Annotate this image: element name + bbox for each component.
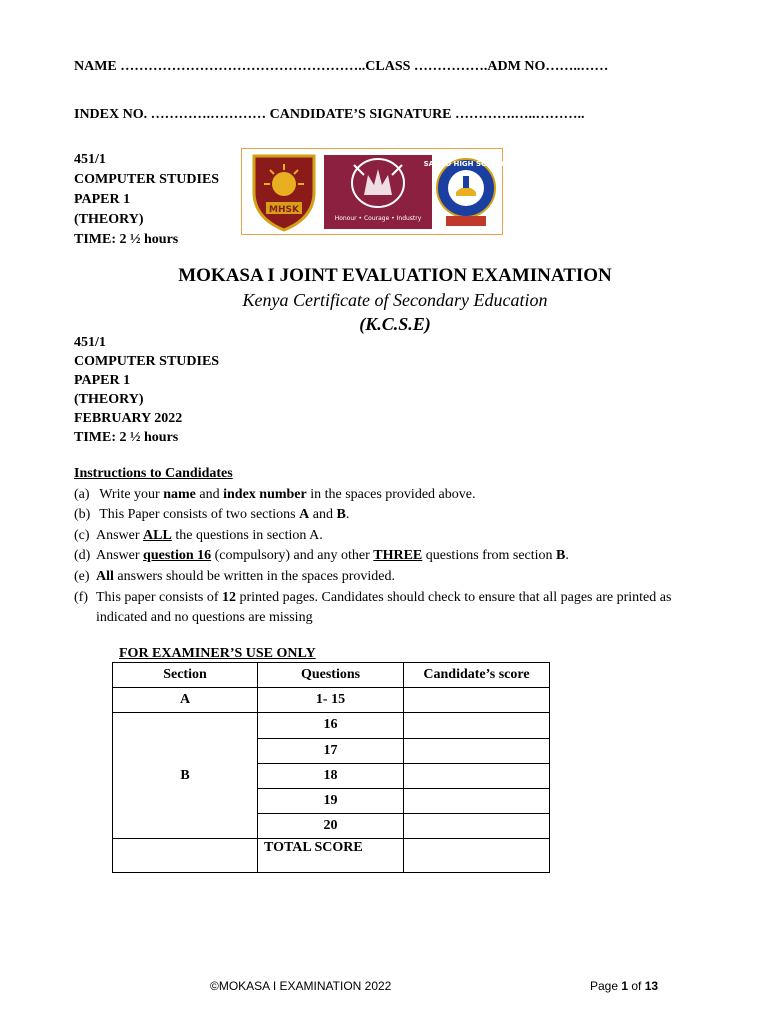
score-cell[interactable]: [404, 763, 550, 788]
total-row: [113, 839, 550, 873]
score-cell[interactable]: [404, 713, 550, 738]
paper-code: 451/1: [74, 152, 106, 167]
section-b-cell: B: [113, 713, 258, 839]
exam-title: MOKASA I JOINT EVALUATION EXAMINATION: [178, 265, 612, 286]
question-cell: 18: [258, 763, 404, 788]
header-section: Section: [113, 663, 258, 688]
header-questions: Questions: [258, 663, 404, 688]
instruction-e: (e) All answers should be written in the spaces provided.: [74, 568, 395, 584]
crest-motto: Honour • Courage • Industry: [334, 215, 422, 222]
paper-time: TIME: 2 ½ hours: [74, 232, 179, 247]
paper-date: FEBRUARY 2022: [74, 411, 183, 426]
paper-time: TIME: 2 ½ hours: [74, 430, 179, 445]
table-header-row: [113, 663, 550, 688]
instruction-c: (c) Answer ALL the questions in section A.: [74, 527, 323, 543]
paper-subject: COMPUTER STUDIES: [74, 172, 220, 187]
instruction-b: (b) This Paper consists of two sections A and B.: [74, 507, 350, 523]
crest-logo: [324, 155, 432, 229]
paper-number: PAPER 1: [74, 373, 131, 388]
question-cell: 20: [258, 814, 404, 839]
score-cell[interactable]: [404, 814, 550, 839]
total-score-label: TOTAL SCORE: [258, 839, 404, 873]
section-a-questions: 1- 15: [258, 688, 404, 713]
sacho-high-school-logo: [423, 154, 509, 230]
name-class-admno-line: NAME ……………………………………………..CLASS …………….ADM NO……..……: [74, 59, 609, 74]
question-cell: 17: [258, 738, 404, 763]
question-cell: 16: [258, 713, 404, 738]
table-row: [113, 713, 550, 738]
examiner-caption: FOR EXAMINER’S USE ONLY: [119, 646, 316, 661]
paper-type: (THEORY): [74, 212, 144, 227]
instructions-heading: Instructions to Candidates: [74, 466, 233, 481]
examiner-score-table: [112, 662, 550, 873]
paper-type: (THEORY): [74, 392, 144, 407]
footer-page-number: Page 1 of 13: [590, 979, 659, 993]
svg-text:MHSK: MHSK: [269, 205, 299, 215]
header-score: Candidate’s score: [404, 663, 550, 688]
svg-text:SACHO HIGH SCHOOL: SACHO HIGH SCHOOL: [423, 160, 509, 168]
score-cell[interactable]: [404, 738, 550, 763]
instruction-d: (d) Answer question 16 (compulsory) and any other THREE questions from section B.: [74, 548, 569, 564]
instruction-f-continued: indicated and no questions are missing: [96, 610, 313, 626]
table-row: [113, 688, 550, 713]
paper-subject: COMPUTER STUDIES: [74, 354, 220, 369]
mhsk-shield-logo: [250, 152, 318, 232]
kcse-label: (K.C.S.E): [359, 314, 431, 334]
top-paper-info: [74, 150, 219, 250]
blank-cell: [113, 839, 258, 873]
exam-subtitle: Kenya Certificate of Secondary Education: [242, 290, 548, 310]
score-cell[interactable]: [404, 688, 550, 713]
paper-number: PAPER 1: [74, 192, 131, 207]
section-a-cell: A: [113, 688, 258, 713]
total-score-cell[interactable]: [404, 839, 550, 873]
instruction-f: (f) This paper consists of 12 printed pages. Candidates should check to ensure that all pages are printed as: [74, 589, 672, 605]
footer-copyright: ©MOKASA I EXAMINATION 2022: [210, 979, 392, 993]
instructions: [74, 464, 671, 629]
school-logos: [241, 148, 509, 235]
paper-info-block: [74, 333, 219, 447]
paper-code: 451/1: [74, 335, 106, 350]
deer-crest-icon: [324, 155, 432, 215]
score-cell[interactable]: [404, 788, 550, 813]
instruction-a: (a) Write your name and index number in the spaces provided above.: [74, 486, 476, 502]
index-signature-line: INDEX NO. ………….………… CANDIDATE’S SIGNATURE ………….…..………..: [74, 107, 585, 122]
question-cell: 19: [258, 788, 404, 813]
